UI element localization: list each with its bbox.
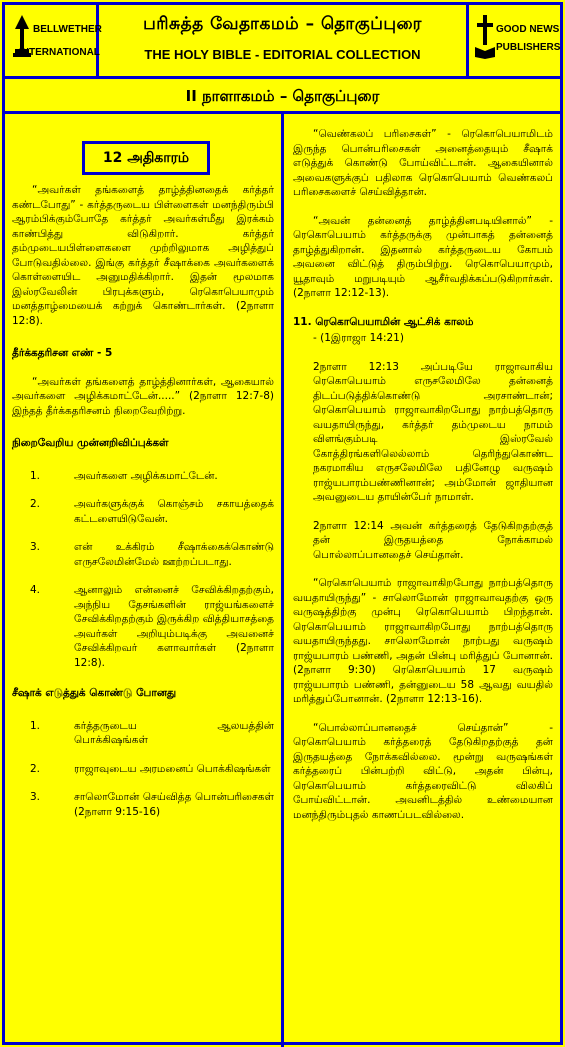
reign-reference: - (1இராஜா 14:21) bbox=[313, 332, 404, 344]
bellwether-logo bbox=[5, 5, 102, 76]
right-column bbox=[293, 117, 553, 822]
list-item: 1. அவர்களை அழிக்கமாட்டேன். bbox=[30, 469, 218, 482]
left-column bbox=[12, 117, 274, 827]
title-box bbox=[99, 5, 466, 76]
list-item: 3. சாலொமோன் செய்வித்த பொன்பரிசைகள் (2நாளா 9:15-16) bbox=[30, 791, 274, 818]
right-paragraph-5: “ரெகொபெயாம் ராஜாவாகிறபோது நாற்பத்தொரு வயதாயிருந்து” - சாலொமோன் ராஜாவாவதற்கு ஒரு வருஷத்திற்கு முன்பு ரெகொபெயாம் பிறந்தான். ரெகொபெயாம் ராஜாவாகிறபோது நாற்பத்தொரு வயதாயிருந்தது. சாலொமோன் நாற்பது வருஷம் ராஜ்யபாரம் பண்ணி, அதன் பின்பு மரித்துப் போனான். (2நாளா 9:30) ரெகொபெயாம் 17 வருஷம் ராஜ்யபாரம் பண்ணி, தன்னுடைய 58 ஆவது வயதில் மரித்துப்போனான். (2நாளா 12:13-16). bbox=[293, 577, 553, 705]
header bbox=[5, 5, 560, 79]
page-frame bbox=[2, 2, 563, 1045]
chapter-box: 12 அதிகாரம் bbox=[82, 141, 210, 175]
logo-left-line2: INTERNATIONAL bbox=[19, 47, 100, 58]
intro-paragraph: “அவர்கள் தங்களைத் தாழ்த்தினதைக் கர்த்தர் கண்டபோது” - கர்த்தருடைய பிள்ளைகள் மனந்திரும்பி ஆரம்பிக்கும்போதே கர்த்தர் அவர்கள்மீது இரக்கம் காண்பித்து விடுகிறார். கர்த்தர் தம்முடையபிள்ளைகளை முற்றிலுமாக அழித்துப் போடுவதில்லை. இங்கு கர்த்தர் சீஷாக்கை அவர்களைக் கொள்ளையிட அனுமதிக்கிறார். இதன் மூலமாக இஸ்ரவேலின் பிரபுக்களும், ரெகொபெயாமும் மனத்தாழ்மையைக் கற்றுக் கொண்டார்கள். (2நாளா 12:8). bbox=[12, 184, 274, 327]
right-paragraph-2: “அவன் தன்னைத் தாழ்த்தினபடியினால்” - ரெகொபெயாம் கர்த்தருக்கு முன்பாகத் தன்னைத் தாழ்த்துகிறான். இதனால் கர்த்தருடைய கோபம் அவனை விட்டுத் திரும்பிற்று. ரெகொபெயாமும், யூதாவும் மறுபடியும் ஆசீர்வதிக்கப்படுகிறார்கள். (2நாளா 12:12-13). bbox=[293, 214, 553, 299]
taken-list bbox=[12, 719, 274, 820]
logo-left-line1: BELLWETHER bbox=[33, 24, 102, 35]
list-item: 1. கர்த்தருடைய ஆலயத்தின் பொக்கிஷங்கள் bbox=[30, 719, 274, 746]
column-divider bbox=[281, 114, 284, 1047]
list-item: 3. என் உக்கிரம் சீஷாக்கைக்கொண்டு எருசலேமின்மேல் ஊற்றப்படாது. bbox=[30, 541, 274, 568]
fulfilled-heading: நிறைவேறிய முன்னறிவிப்புக்கள் bbox=[12, 437, 169, 449]
prophecy-paragraph: “அவர்கள் தங்களைத் தாழ்த்தினார்கள், ஆகையால் அவர்களை அழிக்கமாட்டேன்.....” (2நாளா 12:7-8) இந்தத் தீர்க்கதரிசனம் நிறைவேறிற்று. bbox=[12, 375, 274, 417]
list-item: 2. ராஜாவுடைய அரமனைப் பொக்கிஷங்கள் bbox=[30, 762, 271, 775]
book-icon bbox=[475, 15, 495, 59]
title-english: THE HOLY BIBLE - EDITORIAL COLLECTION bbox=[144, 47, 421, 62]
logo-right-line2: PUBLISHERS bbox=[496, 42, 561, 53]
prophecy-heading: தீர்க்கதரிசன எண் - 5 bbox=[12, 347, 113, 359]
right-paragraph-4: 2நாளா 12:14 அவன் கர்த்தரைத் தேடுகிறதற்குத் தன் இருதயத்தை நோக்காமல் பொல்லாப்பானதைச் செய்தான். bbox=[313, 519, 553, 561]
list-item: 4. ஆனாலும் என்னைச் சேவிக்கிறதற்கும், அந்நிய தேசங்களின் ராஜ்யங்களைச் சேவிக்கிறதற்கும் இருக்கிற வித்தியாசத்தை அவர்கள் அறியும்படிக்கு அவனைச் சேவிக்கிறவர் களாவார்கள் (2நாளா 12:8). bbox=[30, 584, 274, 669]
fulfilled-list bbox=[12, 469, 274, 671]
right-paragraph-6: “பொல்லாப்பானதைச் செய்தான்” - ரெகொபெயாம் கர்த்தரைத் தேடுகிறதற்குத் தன் இருதயத்தை நோக்கவில்லை. மூன்று வருஷங்கள் கர்த்தரைப் பின்பற்றி விட்டு, அதன் பின்பு, ரெகொபெயாம் கர்த்தரைவிட்டு விலகிப் போய்விட்டான். அவனிடத்தில் உண்மையான மனந்திரும்புதல் காணப்படவில்லை. bbox=[293, 721, 553, 821]
right-paragraph-1: “வெண்கலப் பரிசைகள்” - ரெகொபெயாமிடம் இருந்த பொன்பரிசைகள் அனைத்தையும் சீஷாக் எடுத்துக் கொண்டு போய்விட்டான். ஆகையினால் அவைகளுக்குப் பதிலாக ரெகொபெயாம் வெண்கலப் பரிசைகளைச் செய்வித்தான். bbox=[293, 128, 553, 198]
reign-heading: 11. ரெகொபெயாமின் ஆட்சிக் காலம் bbox=[293, 315, 474, 328]
logo-right-line1: GOOD NEWS bbox=[496, 24, 560, 35]
title-tamil: பரிசுத்த வேதாகமம் – தொகுப்புரை bbox=[143, 14, 422, 34]
list-item: 2. அவர்களுக்குக் கொஞ்சம் சகாயத்தைக் கட்டளையிடுவேன். bbox=[30, 498, 274, 525]
good-news-logo bbox=[466, 5, 560, 76]
right-paragraph-3: 2நாளா 12:13 அப்படியே ராஜாவாகிய ரெகொபெயாம் எருசலேமிலே தன்னைத் திடப்படுத்திக்கொண்டு அரசாண்டான்; ரெகொபெயாம் ராஜாவாகிறபோது நாற்பத்தொரு வயதாயிருந்து, கர்த்தர் தம்முடைய நாமம் விளங்கும்படி இஸ்ரவேல் கோத்திரங்களிலெல்லாம் தெரிந்துகொண்ட நகரமாகிய எருசலேமிலே பதினேழு வருஷம் ராஜ்யபாரம்பண்ணினான்; அம்மோன் ஜாதியான அவனுடைய தாயின்பேர் நாமாள். bbox=[313, 360, 553, 503]
shishak-heading: சீஷாக் எடுத்துக் கொண்டு போனது bbox=[12, 687, 177, 699]
section-title: II நாளாகமம் – தொகுப்புரை bbox=[5, 79, 560, 114]
